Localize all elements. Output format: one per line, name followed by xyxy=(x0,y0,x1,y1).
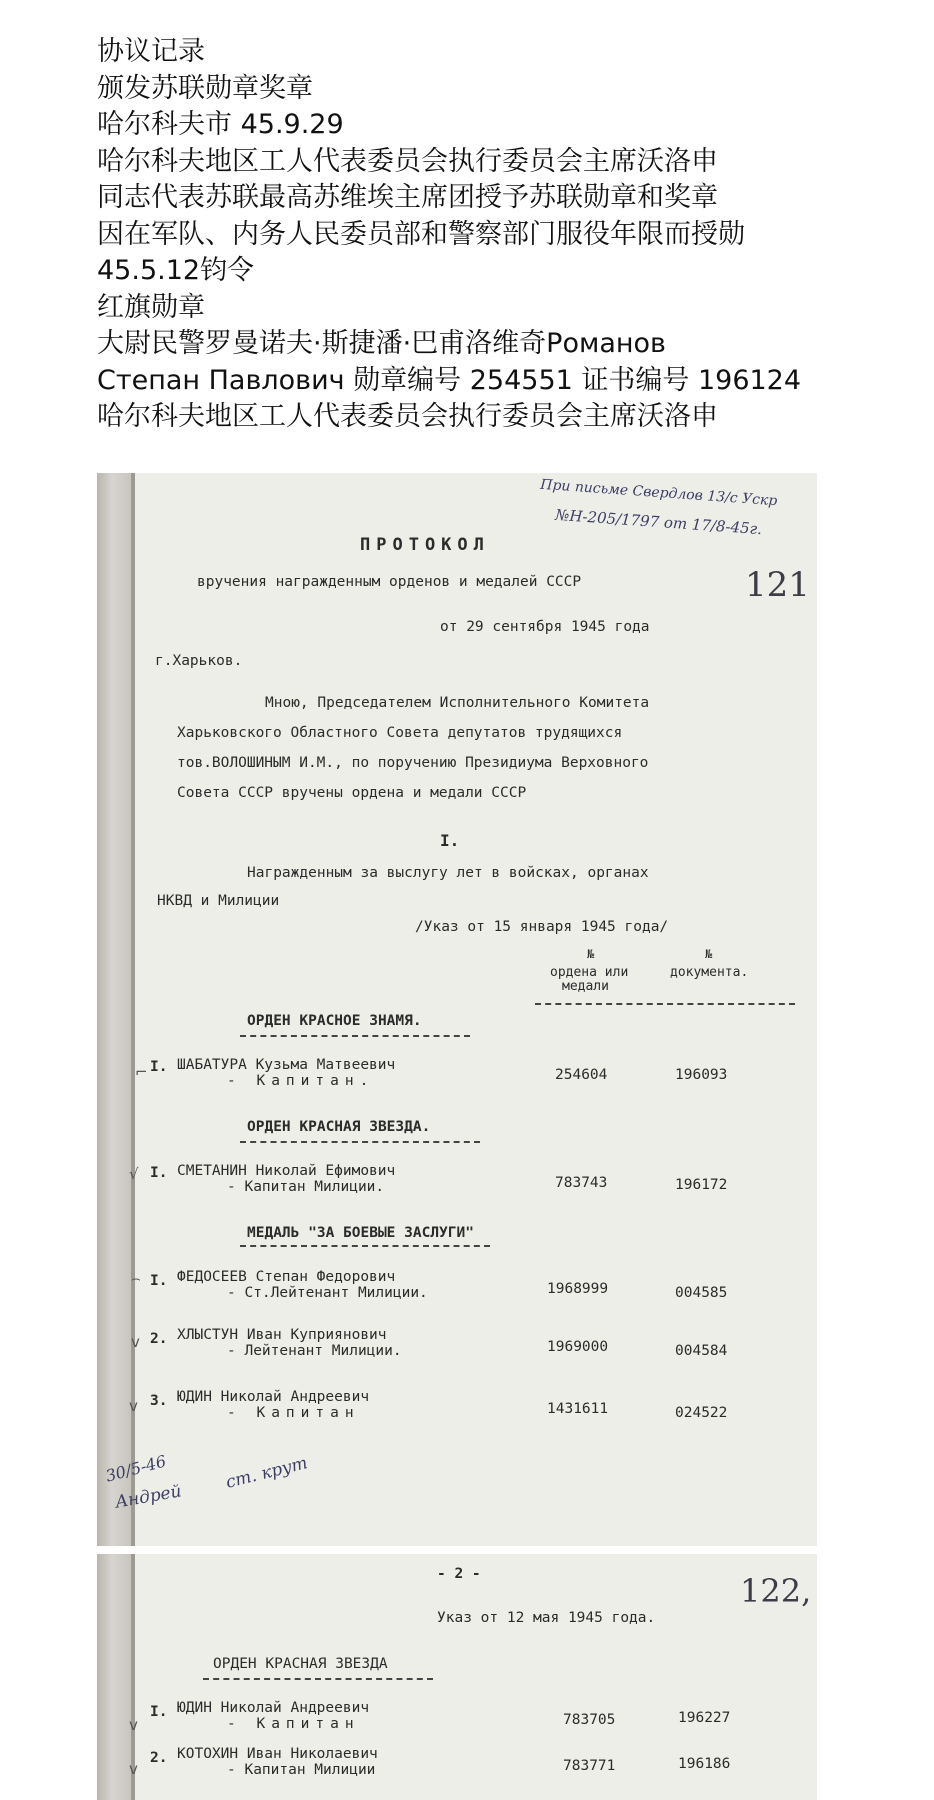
check-mark: v xyxy=(131,1333,140,1351)
protocol-date: от 29 сентября 1945 года xyxy=(440,619,650,635)
recipient-name: ШАБАТУРА Кузьма Матвеевич xyxy=(177,1057,396,1073)
page-number-handwritten: 122, xyxy=(740,1572,812,1610)
check-mark: ⌢ xyxy=(131,1269,141,1287)
translation-line: 哈尔科夫市 45.9.29 xyxy=(97,109,344,140)
page-binding xyxy=(97,1554,131,1800)
page-sheet xyxy=(103,473,817,1546)
document-number: 196186 xyxy=(678,1756,731,1772)
intro-line: Харьковского Областного Совета депутатов трудящихся xyxy=(177,725,623,741)
document-number: 196227 xyxy=(678,1710,731,1726)
translation-line: 颁发苏联勋章奖章 xyxy=(97,72,313,104)
decree-reference: Указ от 12 мая 1945 года. xyxy=(437,1610,656,1626)
document-number: 196093 xyxy=(675,1067,728,1083)
decree-reference: /Указ от 15 января 1945 года/ xyxy=(415,919,669,935)
award-group-title: ОРДЕН КРАСНАЯ ЗВЕЗДА. xyxy=(247,1119,431,1135)
check-mark: v xyxy=(129,1716,138,1734)
recipient-name: ХЛЫСТУН Иван Куприянович xyxy=(177,1327,387,1343)
document-number: 004585 xyxy=(675,1285,728,1301)
order-number: 254604 xyxy=(555,1067,608,1083)
order-number: 783705 xyxy=(563,1712,616,1728)
protocol-subtitle: вручения награжденным орденов и медалей СССР xyxy=(197,574,582,590)
award-group-title: ОРДЕН КРАСНОЕ ЗНАМЯ. xyxy=(247,1013,422,1029)
section-heading: Награжденным за выслугу лет в войсках, органах xyxy=(247,865,649,881)
award-group-title: ОРДЕН КРАСНАЯ ЗВЕЗДА xyxy=(213,1656,388,1672)
recipient-rank: - Ст.Лейтенант Милиции. xyxy=(227,1285,428,1301)
intro-line: тов.ВОЛОШИНЫМ И.М., по поручению Президиума Верховного xyxy=(177,755,649,771)
section-heading: НКВД и Милиции xyxy=(157,893,280,909)
row-number: I. xyxy=(150,1704,168,1720)
check-mark: v xyxy=(129,1397,138,1415)
recipient-rank: - Капитан xyxy=(227,1716,360,1732)
row-number: 3. xyxy=(150,1393,168,1409)
order-number: 1968999 xyxy=(547,1281,609,1297)
award-group-underline xyxy=(240,1245,490,1247)
check-mark: v xyxy=(129,1760,138,1778)
translation-line: 45.5.12钧令 xyxy=(97,255,255,286)
column-no: № xyxy=(587,947,595,961)
recipient-name: ЮДИН Николай Андреевич xyxy=(177,1389,370,1405)
row-number: I. xyxy=(150,1059,168,1075)
page-number-handwritten: 121 xyxy=(745,565,810,605)
recipient-rank: - Капитан xyxy=(227,1405,360,1421)
scanned-page-2 xyxy=(97,1546,817,1800)
order-number: 783771 xyxy=(563,1758,616,1774)
row-number: I. xyxy=(150,1273,168,1289)
order-number: 1969000 xyxy=(547,1339,609,1355)
page-mark: - 2 - xyxy=(437,1566,481,1582)
translation-line: 同志代表苏联最高苏维埃主席团授予苏联勋章和奖章 xyxy=(97,182,718,213)
handwritten-signature: Андрей xyxy=(113,1481,183,1513)
row-number: 2. xyxy=(150,1331,168,1347)
row-number: I. xyxy=(150,1165,168,1181)
header-divider xyxy=(535,1003,795,1005)
protocol-title: ПРОТОКОЛ xyxy=(360,535,490,555)
translation-text xyxy=(97,34,837,436)
recipient-name: СМЕТАНИН Николай Ефимович xyxy=(177,1163,396,1179)
translation-line: 哈尔科夫地区工人代表委员会执行委员会主席沃洛申 xyxy=(97,145,718,177)
recipient-name: ЮДИН Николай Андреевич xyxy=(177,1700,370,1716)
recipient-rank: - Капитан Милиции. xyxy=(227,1179,385,1195)
check-mark: √ xyxy=(129,1165,139,1183)
recipient-name: КОТОХИН Иван Николаевич xyxy=(177,1746,378,1762)
handwritten-date: 30/5-46 xyxy=(103,1451,169,1486)
intro-line: Совета СССР вручены ордена и медали СССР xyxy=(177,785,527,801)
translation-line: 协议记录 xyxy=(97,36,205,67)
column-no: № xyxy=(705,947,713,961)
award-group-title: МЕДАЛЬ "ЗА БОЕВЫЕ ЗАСЛУГИ" xyxy=(247,1225,474,1241)
recipient-rank: - Капитан. xyxy=(227,1073,375,1089)
document-number: 196172 xyxy=(675,1177,728,1193)
column-header-order: медали xyxy=(562,979,609,994)
recipient-name: ФЕДОСЕЕВ Степан Федорович xyxy=(177,1269,396,1285)
handwritten-reference-number: №Н-205/1797 от 17/8-45г. xyxy=(554,505,763,539)
page-binding xyxy=(97,473,131,1546)
section-number: I. xyxy=(440,831,460,850)
order-number: 783743 xyxy=(555,1175,608,1191)
handwritten-note: ст. крут xyxy=(223,1453,310,1493)
translation-line: 大尉民警罗曼诺夫·斯捷潘·巴甫洛维奇Романов xyxy=(97,328,666,359)
recipient-rank: - Лейтенант Милиции. xyxy=(227,1343,402,1359)
protocol-city: г.Харьков. xyxy=(155,653,243,669)
intro-line: Мною, Председателем Исполнительного Комитета xyxy=(265,695,650,711)
translation-line: 因在军队、内务人民委员部和警察部门服役年限而授勋 xyxy=(97,218,745,250)
award-group-underline xyxy=(203,1678,433,1680)
translation-line: Степан Павлович 勋章编号 254551 证书编号 196124 xyxy=(97,364,802,396)
award-group-underline xyxy=(240,1141,480,1143)
order-number: 1431611 xyxy=(547,1401,609,1417)
handwritten-reference: При письме Свердлов 13/с Ускр xyxy=(539,476,778,510)
column-header-order: ордена или xyxy=(550,965,629,980)
document-number: 024522 xyxy=(675,1405,728,1421)
award-group-underline xyxy=(240,1035,470,1037)
check-mark: ⌐ xyxy=(135,1063,148,1081)
scanned-page-1 xyxy=(97,473,817,1546)
page-sheet xyxy=(129,1554,817,1800)
document-number: 004584 xyxy=(675,1343,728,1359)
column-header-document: документа. xyxy=(670,965,749,980)
row-number: 2. xyxy=(150,1750,168,1766)
translation-line: 哈尔科夫地区工人代表委员会执行委员会主席沃洛申 xyxy=(97,401,718,432)
translation-line: 红旗勋章 xyxy=(97,291,205,323)
recipient-rank: - Капитан Милиции xyxy=(227,1762,376,1778)
